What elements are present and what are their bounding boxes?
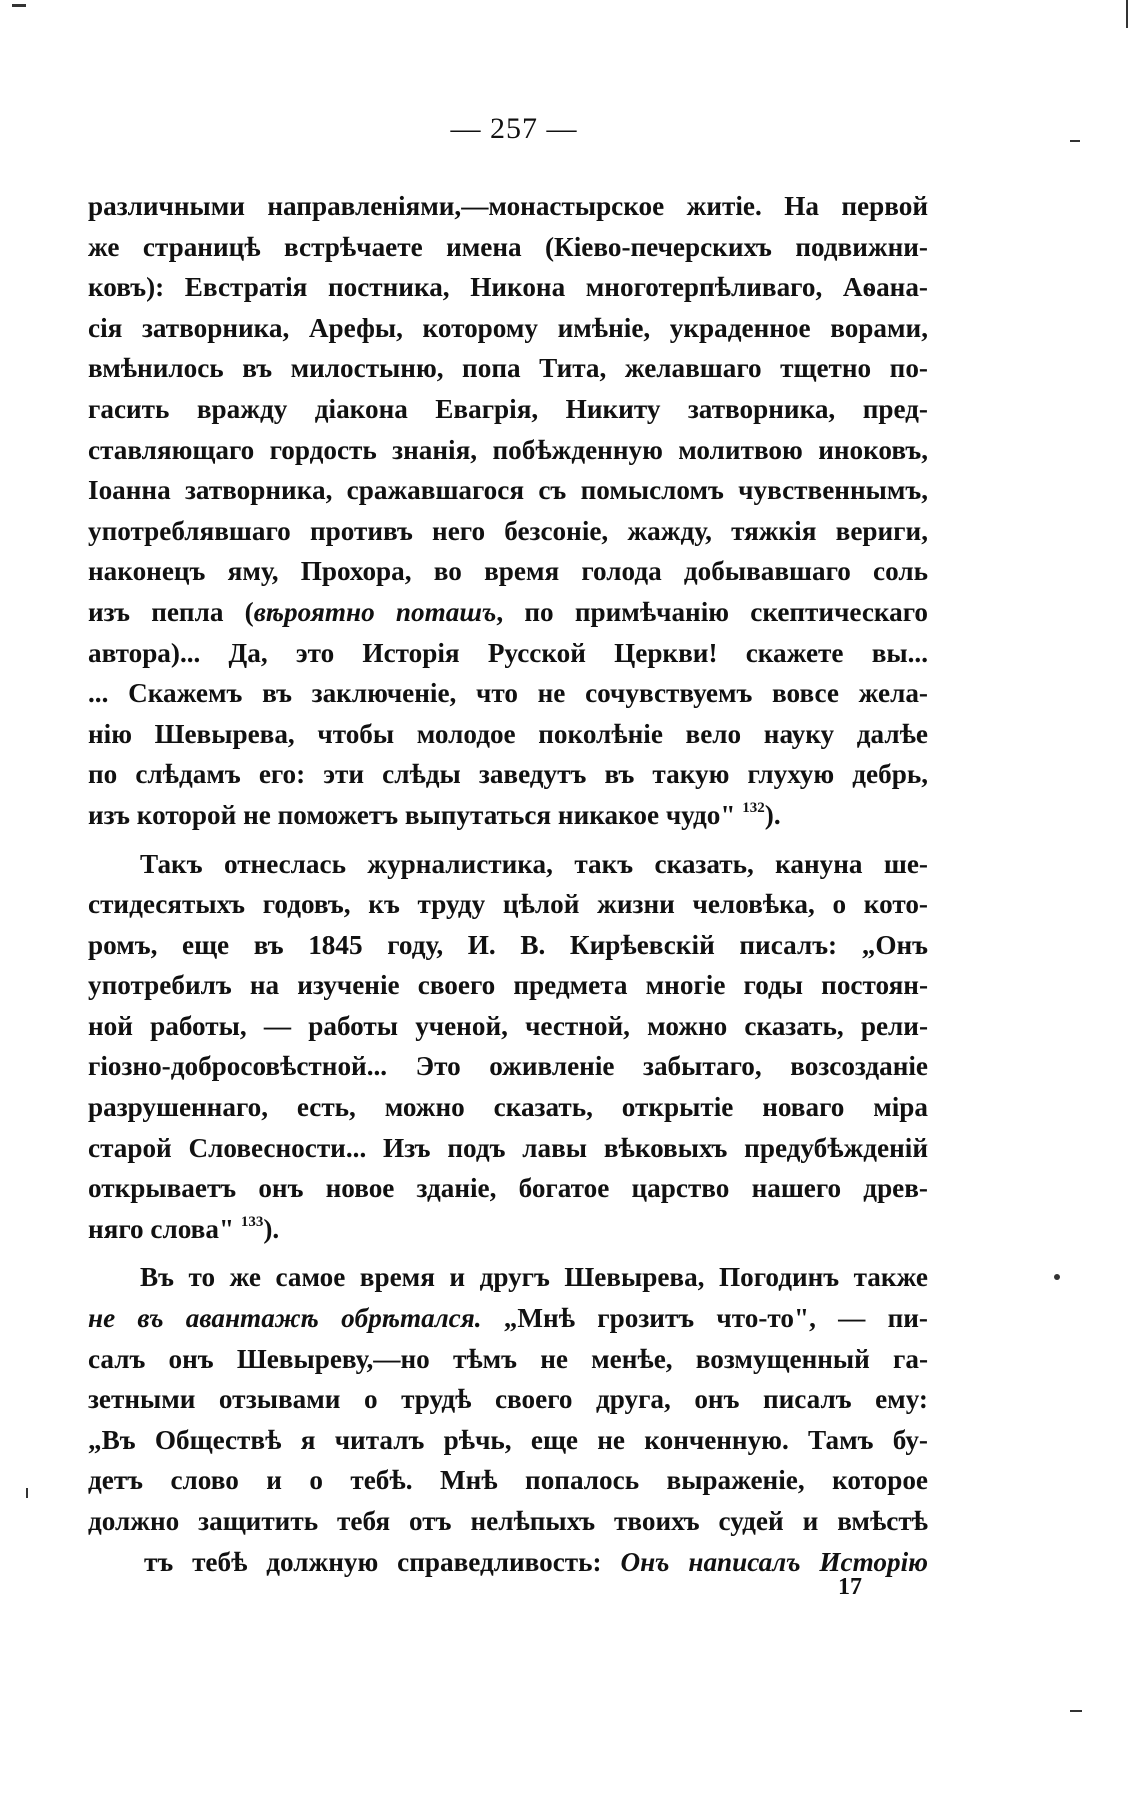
- text-line: старой Словесности... Изъ подъ лавы вѣковыхъ предубѣжденій: [88, 1132, 928, 1163]
- text-line: ромъ, еще въ 1845 году, И. В. Кирѣевскій писалъ: „Онъ: [88, 929, 928, 960]
- text-line: должно защитить тебя отъ нелѣпыхъ твоихъ судей и вмѣстѣ: [88, 1506, 928, 1536]
- text-line: салъ онъ Шевыреву,—но тѣмъ не менѣе, возмущенный га-: [88, 1343, 928, 1374]
- text-line: [88, 1542, 928, 1583]
- text-line: [88, 1298, 928, 1339]
- text-line: открываетъ онъ новое зданіе, богатое царство нашего древ-: [88, 1173, 928, 1204]
- scan-speck: [1054, 1274, 1060, 1280]
- paragraph-1: [88, 186, 928, 836]
- scan-speck: [1070, 1710, 1082, 1712]
- text-line: различными направленіями,—монастырское житіе. На первой: [88, 191, 928, 221]
- text-line: вмѣнилось въ милостыню, попа Тита, желавшаго тщетно по-: [88, 353, 928, 384]
- scan-speck: [1070, 140, 1080, 142]
- text-line: автора)... Да, это Исторія Русской Церкви! скажете вы...: [88, 637, 928, 668]
- italic-phrase: Онъ написалъ Исторію: [620, 1546, 928, 1577]
- printer-signature: 17: [838, 1574, 862, 1600]
- text-fragment: няго слова": [88, 1213, 235, 1244]
- text-fragment: ).: [263, 1213, 280, 1244]
- italic-phrase: не въ авантажѣ обрѣтался.: [88, 1303, 482, 1334]
- text-line: разрушеннаго, есть, можно сказать, открытіе новаго міра: [88, 1092, 928, 1123]
- paragraph-2: [88, 844, 928, 1250]
- text-line: наконецъ яму, Прохора, во время голода добывавшаго соль: [88, 556, 928, 587]
- scan-speck: [26, 1488, 28, 1498]
- text-line: Такъ отнеслась журналистика, такъ сказать, кануна ше-: [140, 848, 928, 879]
- text-line: ной работы, — работы ученой, честной, можно сказать, рели-: [88, 1010, 928, 1041]
- paragraph-3: [88, 1257, 928, 1582]
- text-line: зетными отзывами о трудѣ своего друга, онъ писалъ ему:: [88, 1384, 928, 1415]
- text-fragment: , по примѣчанію скептическаго: [496, 596, 928, 627]
- text-line: ставляющаго гордость знанія, побѣжденную молитвою иноковъ,: [88, 434, 928, 465]
- italic-phrase: вѣроятно поташъ: [253, 596, 497, 627]
- text-fragment: „Мнѣ грозитъ что-то", — пи-: [481, 1303, 928, 1334]
- text-line: употреблявшаго противъ него безсоніе, жажду, тяжкія вериги,: [88, 515, 928, 546]
- page-number: — 257 —: [450, 112, 578, 145]
- text-line: „Въ Обществѣ я читалъ рѣчь, еще не конченную. Тамъ бу-: [88, 1424, 928, 1455]
- text-line: [88, 795, 928, 836]
- text-line: же страницѣ встрѣчаете имена (Кіево-печерскихъ подвижни-: [88, 231, 928, 262]
- scan-mark: [12, 4, 26, 7]
- text-line: гасить вражду діакона Евагрія, Никиту затворника, пред-: [88, 393, 928, 424]
- text-line: по слѣдамъ его: эти слѣды заведутъ въ такую глухую дебрь,: [88, 759, 928, 790]
- scan-edge-mark: [1126, 0, 1128, 28]
- footnote-ref: 133: [240, 1213, 264, 1230]
- text-line: [88, 1209, 928, 1250]
- text-fragment: тъ тебѣ должную справедливость:: [144, 1546, 621, 1577]
- text-line: детъ слово и о тебѣ. Мнѣ попалось выраженіе, которое: [88, 1465, 928, 1496]
- footnote-ref: 132: [742, 799, 765, 816]
- text-line: [88, 592, 928, 633]
- text-line: употребилъ на изученіе своего предмета многіе годы постоян-: [88, 970, 928, 1001]
- text-fragment: изъ которой не поможетъ выпутаться никакое чудо": [88, 799, 736, 830]
- text-line: стидесятыхъ годовъ, къ труду цѣлой жизни человѣка, о кото-: [88, 889, 928, 920]
- text-line: гіозно-добросовѣстной... Это оживленіе забытаго, возсозданіе: [88, 1051, 928, 1082]
- text-line: ... Скажемъ въ заключеніе, что не сочувствуемъ вовсе жела-: [88, 678, 928, 709]
- text-line: Іоанна затворника, сражавшагося съ помысломъ чувственнымъ,: [88, 475, 928, 506]
- text-line: сія затворника, Арефы, которому имѣніе, украденное ворами,: [88, 312, 928, 343]
- text-line: нію Шевырева, чтобы молодое поколѣніе вело науку далѣе: [88, 718, 928, 749]
- text-fragment: изъ пепла (: [88, 596, 254, 627]
- text-fragment: ).: [764, 799, 781, 830]
- body-text: [88, 186, 928, 1582]
- text-line: Въ то же самое время и другъ Шевырева, Погодинъ также: [140, 1262, 928, 1293]
- text-line: ковъ): Евстратія постника, Никона многотерпѣливаго, Аѳана-: [88, 272, 928, 303]
